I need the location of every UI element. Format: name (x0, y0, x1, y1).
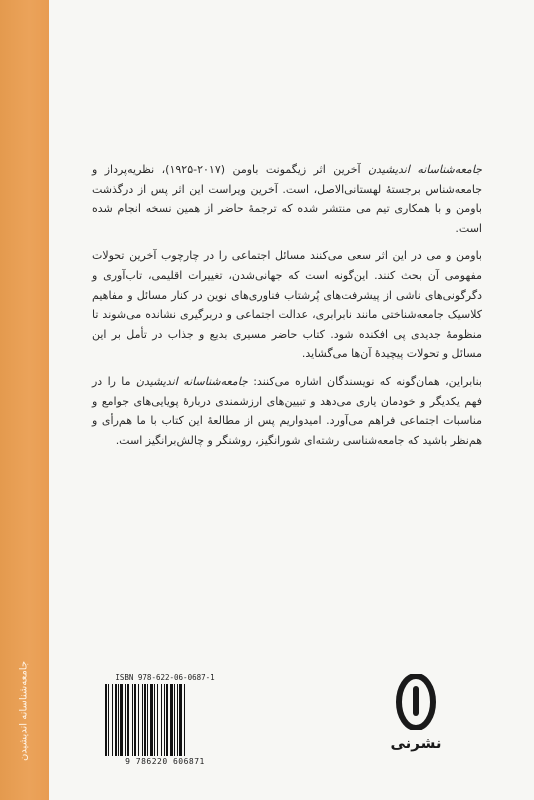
spine-title-text: جامعه‌شناسانه اندیشیدن (18, 660, 30, 762)
barcode-bar (112, 684, 113, 756)
barcode-bar (157, 684, 158, 756)
barcode-bar (184, 684, 185, 756)
isbn-barcode (95, 673, 235, 783)
barcode-bar (115, 684, 117, 756)
barcode-bar (125, 684, 126, 756)
back-cover-description (92, 160, 482, 458)
barcode-bar (147, 684, 148, 756)
barcode-bar (177, 684, 178, 756)
barcode-bar (164, 684, 165, 756)
publisher-block (378, 674, 454, 774)
book-title-inline: جامعه‌شناسانه اندیشیدن (135, 374, 248, 388)
barcode-bar (161, 684, 162, 756)
reed-flute-icon (396, 674, 436, 730)
description-paragraph-3 (92, 372, 482, 450)
paragraph-1-text: آخرین اثر زیگمونت باومن (۲۰۱۷-۱۹۲۵)، نظریه‌پرداز و جامعه‌شناس برجستهٔ لهستانی‌الاصل، است. آخرین ویراست این اثر پس از درگذشت باومن و با همکاری تیم می منتشر شده که ترجمهٔ حاضر از همین نسخه انجام شده است. (92, 163, 482, 235)
barcode-bar (174, 684, 175, 756)
barcode-bars (103, 684, 227, 756)
barcode-bar (138, 684, 139, 756)
ean-digits: 9 786220 606871 (125, 757, 205, 766)
barcode-bar (150, 684, 153, 756)
book-title-inline: جامعه‌شناسانه اندیشیدن (367, 163, 482, 176)
description-paragraph-1 (92, 160, 482, 238)
barcode-bar (105, 684, 107, 756)
paragraph-3-text: ما را در فهم یکدیگر و خودمان یاری می‌دهد و تبیین‌های ارزشمندی دربارهٔ پویایی‌های جوامع و مناسبات اجتماعی فراهم می‌آورد. امیدواریم پس از مطالعهٔ این کتاب با ما هم‌رأی و هم‌نظر باشید که جامعه‌شناسی رشته‌ای شورانگیز، روشنگر و چالش‌برانگیز است. (92, 374, 482, 447)
barcode-bar (166, 684, 168, 756)
description-paragraph-2: باومن و می در این اثر سعی می‌کنند مسائل اجتماعی را در چارچوب آخرین تحولات مفهومی آن بحث کنند. این‌گونه است که جهانی‌شدن، تغییرات اقلیمی، تاب‌آوری و دگرگونی‌های ناشی از پیشرفت‌های پُرشتاب فناوری‌های نوین در کنار مسائل و مفاهیم کلاسیک جامعه‌شناختی مانند نابرابری، عدالت اجتماعی و دربرگیری نشانده می‌شوند تا منظومهٔ جدیدی پی افکنده شود. کتاب حاضر مسیری بدیع و جذاب در تأمل بر این مسائل و تحولات پیچیدهٔ آن‌ها می‌گشاید. (92, 249, 482, 361)
barcode-bar (132, 684, 133, 756)
publisher-name: نشرنی (390, 734, 442, 752)
barcode-bar (127, 684, 129, 756)
barcode-bar (179, 684, 182, 756)
barcode-bar (142, 684, 143, 756)
barcode-bar (154, 684, 155, 756)
barcode-bar (170, 684, 173, 756)
barcode-bar (134, 684, 136, 756)
isbn-label: ISBN 978-622-06-0687-1 (115, 673, 215, 682)
barcode-bar (108, 684, 109, 756)
barcode-bar (118, 684, 119, 756)
book-spine (0, 0, 49, 800)
barcode-bar (144, 684, 146, 756)
paragraph-3-intro: بنابراین، همان‌گونه که نویسندگان اشاره می‌کنند: (247, 374, 482, 388)
spine-title (4, 656, 44, 766)
barcode-bar (120, 684, 123, 756)
